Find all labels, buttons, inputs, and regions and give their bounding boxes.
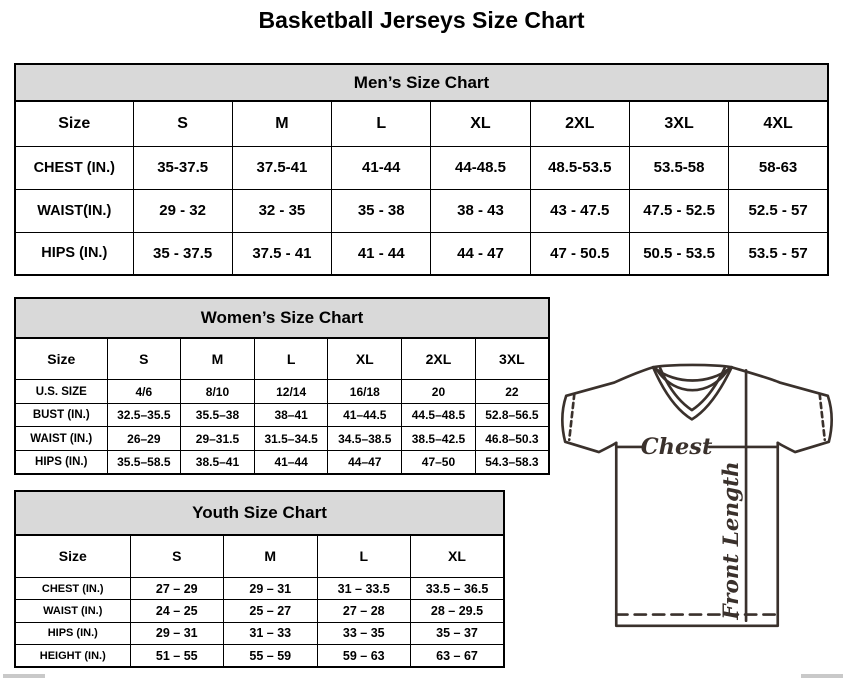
size-cell: 20 [402, 380, 476, 404]
table-row [15, 622, 504, 644]
size-cell: 29–31.5 [181, 427, 255, 451]
size-cell: 27 – 29 [130, 577, 224, 599]
size-cell: 24 – 25 [130, 600, 224, 622]
row-label: HIPS (IN.) [15, 450, 107, 474]
mens-table-title: Men’s Size Chart [15, 64, 828, 101]
size-cell: 41 - 44 [332, 232, 431, 275]
size-cell: 50.5 - 53.5 [629, 232, 728, 275]
column-header: 3XL [629, 101, 728, 146]
size-cell: 46.8–50.3 [475, 427, 549, 451]
size-cell: 44–47 [328, 450, 402, 474]
collar [653, 365, 732, 367]
chest-label: Chest [640, 434, 713, 461]
size-cell: 38–41 [254, 403, 328, 427]
column-header: Size [15, 101, 133, 146]
size-cell: 38.5–42.5 [402, 427, 476, 451]
front-length-label: Front Length [718, 461, 744, 620]
size-cell: 33 – 35 [317, 622, 411, 644]
size-cell: 54.3–58.3 [475, 450, 549, 474]
column-header: XL [328, 338, 402, 380]
jersey-diagram [558, 362, 836, 630]
size-cell: 52.8–56.5 [475, 403, 549, 427]
table-row [15, 577, 504, 599]
column-header: S [130, 535, 224, 578]
size-cell: 41-44 [332, 146, 431, 189]
size-cell: 58-63 [729, 146, 828, 189]
column-header: L [332, 101, 431, 146]
column-header: L [254, 338, 328, 380]
size-cell: 35.5–58.5 [107, 450, 181, 474]
column-header: L [317, 535, 411, 578]
size-cell: 38 - 43 [431, 189, 530, 232]
size-cell: 47.5 - 52.5 [629, 189, 728, 232]
size-cell: 31 – 33 [224, 622, 318, 644]
size-cell: 53.5 - 57 [729, 232, 828, 275]
column-header: S [133, 101, 232, 146]
size-cell: 35-37.5 [133, 146, 232, 189]
size-cell: 29 – 31 [224, 577, 318, 599]
mens-size-table [14, 63, 829, 275]
size-cell: 28 – 29.5 [411, 600, 505, 622]
row-label: BUST (IN.) [15, 403, 107, 427]
table-row [15, 645, 504, 667]
page-title: Basketball Jerseys Size Chart [258, 7, 585, 33]
size-cell: 31 – 33.5 [317, 577, 411, 599]
table-row [15, 232, 828, 275]
size-cell: 55 – 59 [224, 645, 318, 667]
column-header: M [181, 338, 255, 380]
size-cell: 35.5–38 [181, 403, 255, 427]
row-label: HEIGHT (IN.) [15, 645, 130, 667]
size-cell: 51 – 55 [130, 645, 224, 667]
size-cell: 34.5–38.5 [328, 427, 402, 451]
row-label: WAIST (IN.) [15, 427, 107, 451]
size-cell: 37.5 - 41 [232, 232, 331, 275]
size-cell: 35 – 37 [411, 622, 505, 644]
size-cell: 44 - 47 [431, 232, 530, 275]
size-cell: 35 - 38 [332, 189, 431, 232]
table-row [15, 403, 549, 427]
row-label: CHEST (IN.) [15, 577, 130, 599]
size-cell: 33.5 – 36.5 [411, 577, 505, 599]
jersey-outline-icon [558, 362, 836, 630]
womens-table-title: Women’s Size Chart [15, 298, 549, 338]
table-row [15, 380, 549, 404]
size-cell: 41–44 [254, 450, 328, 474]
column-header: M [224, 535, 318, 578]
youth-size-table [14, 490, 505, 668]
column-header: 2XL [530, 101, 629, 146]
size-cell: 26–29 [107, 427, 181, 451]
size-cell: 53.5-58 [629, 146, 728, 189]
size-cell: 32 - 35 [232, 189, 331, 232]
size-cell: 12/14 [254, 380, 328, 404]
size-cell: 25 – 27 [224, 600, 318, 622]
row-label: HIPS (IN.) [15, 232, 133, 275]
column-header: Size [15, 535, 130, 578]
size-cell: 38.5–41 [181, 450, 255, 474]
size-cell: 47–50 [402, 450, 476, 474]
size-cell: 29 – 31 [130, 622, 224, 644]
row-label: WAIST(IN.) [15, 189, 133, 232]
size-cell: 31.5–34.5 [254, 427, 328, 451]
table-row [15, 146, 828, 189]
size-cell: 27 – 28 [317, 600, 411, 622]
column-header: Size [15, 338, 107, 380]
row-label: WAIST (IN.) [15, 600, 130, 622]
column-header: M [232, 101, 331, 146]
size-cell: 35 - 37.5 [133, 232, 232, 275]
youth-table-title: Youth Size Chart [15, 491, 504, 535]
size-cell: 59 – 63 [317, 645, 411, 667]
size-cell: 37.5-41 [232, 146, 331, 189]
womens-size-table [14, 297, 550, 475]
column-header: 4XL [729, 101, 828, 146]
row-label: HIPS (IN.) [15, 622, 130, 644]
table-row [15, 450, 549, 474]
column-header: XL [431, 101, 530, 146]
horizontal-scrollbar-left[interactable] [3, 674, 45, 678]
size-cell: 22 [475, 380, 549, 404]
table-row [15, 189, 828, 232]
size-cell: 16/18 [328, 380, 402, 404]
row-label: CHEST (IN.) [15, 146, 133, 189]
size-cell: 32.5–35.5 [107, 403, 181, 427]
torso [616, 443, 777, 626]
horizontal-scrollbar-right[interactable] [801, 674, 843, 678]
left-sleeve [562, 367, 653, 452]
size-cell: 29 - 32 [133, 189, 232, 232]
size-cell: 44.5–48.5 [402, 403, 476, 427]
size-cell: 52.5 - 57 [729, 189, 828, 232]
size-cell: 47 - 50.5 [530, 232, 629, 275]
size-cell: 63 – 67 [411, 645, 505, 667]
size-cell: 4/6 [107, 380, 181, 404]
row-label: U.S. SIZE [15, 380, 107, 404]
table-row [15, 427, 549, 451]
column-header: 2XL [402, 338, 476, 380]
column-header: 3XL [475, 338, 549, 380]
size-cell: 48.5-53.5 [530, 146, 629, 189]
size-cell: 44-48.5 [431, 146, 530, 189]
size-cell: 43 - 47.5 [530, 189, 629, 232]
size-cell: 8/10 [181, 380, 255, 404]
column-header: XL [411, 535, 505, 578]
column-header: S [107, 338, 181, 380]
size-cell: 41–44.5 [328, 403, 402, 427]
table-row [15, 600, 504, 622]
